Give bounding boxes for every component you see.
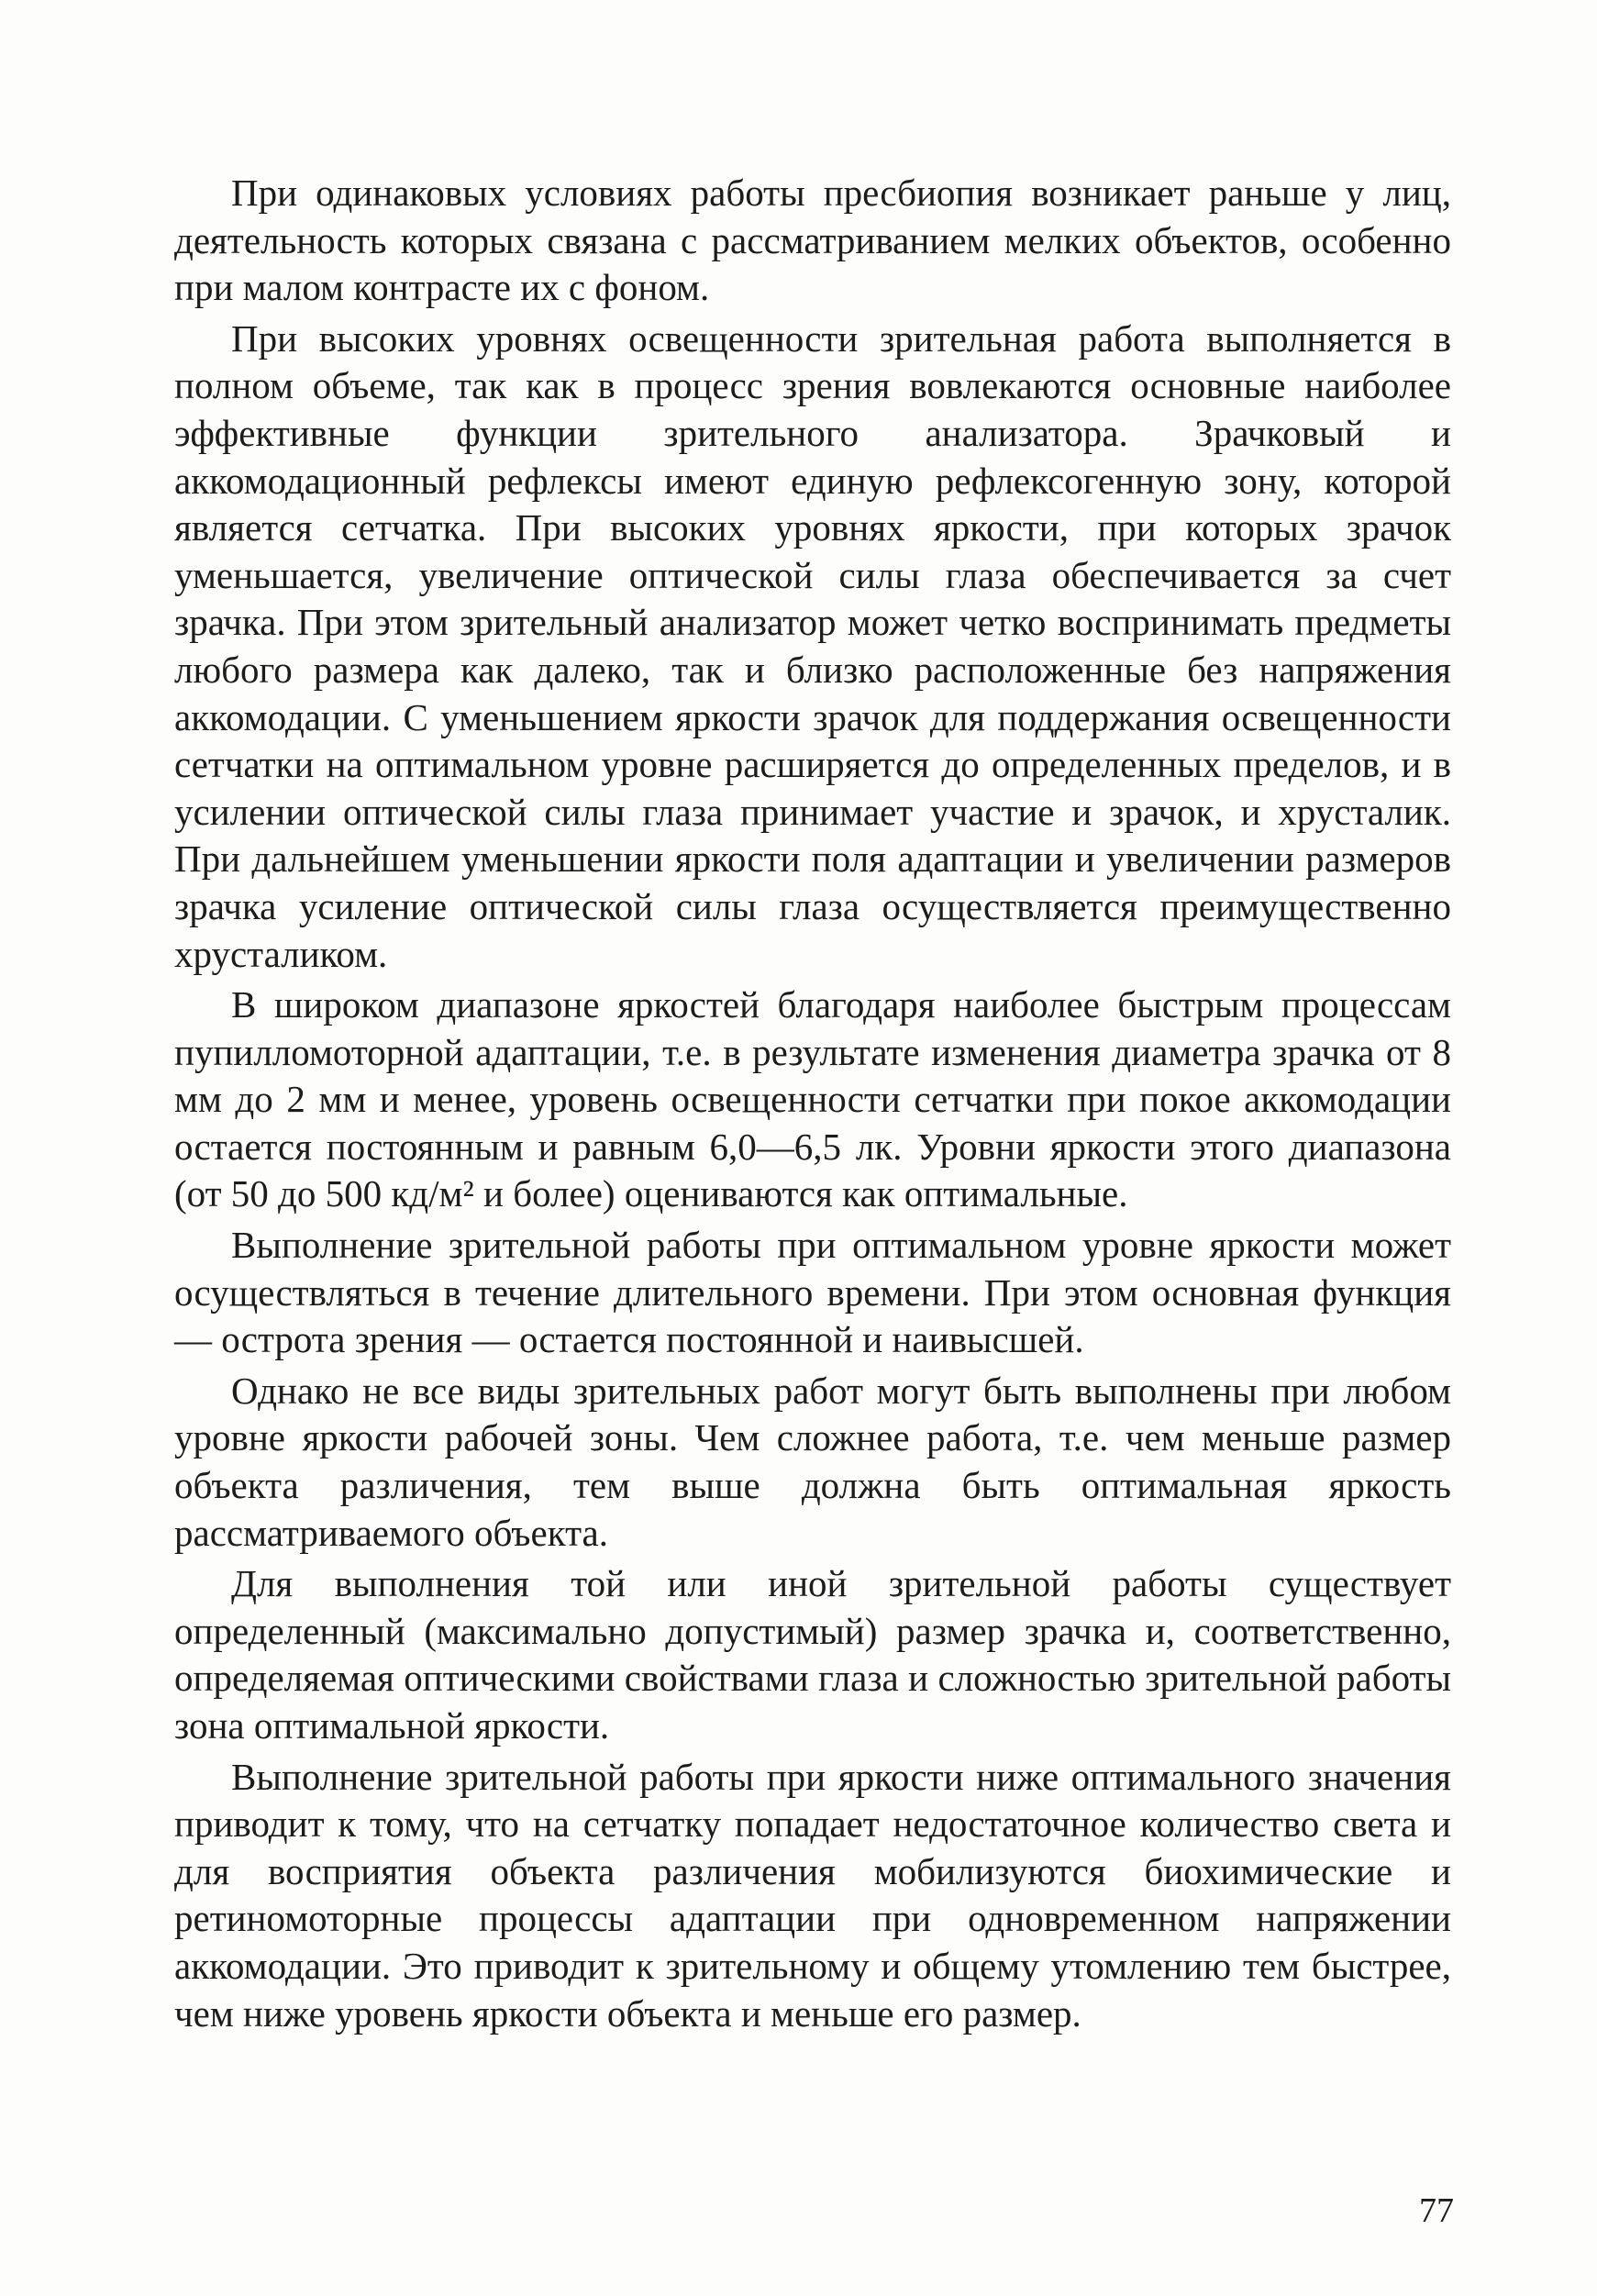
body-text	[174, 170, 1451, 2037]
paragraph-wide-brightness-range: В широком диапазоне яркостей благодаря наиболее быстрым процессам пупилломоторной адаптации, т.е. в результате изменения диаметра зрачка от 8 мм до 2 мм и менее, уровень освещенности сетчатки при покое аккомодации остается постоянным и равным 6,0—6,5 лк. Уровни яркости этого диапазона (от 50 до 500 кд/м² и более) оцениваются как оптимальные.	[174, 983, 1451, 1215]
paragraph-presbyopia: При одинаковых условиях работы пресбиопия возникает раньше у лиц, деятельность которых связана с рассматриванием мелких объектов, особенно при малом контрасте их с фоном.	[174, 172, 1451, 309]
paragraph-high-illumination: При высоких уровнях освещенности зрительная работа выполняется в полном объеме, так как в процесс зрения вовлекаются основные наиболее эффективные функции зрительного анализатора. Зрачковый и аккомодационный рефлексы имеют единую рефлексогенную зону, которой является сетчатка. При высоких уровнях яркости, при которых зрачок уменьшается, увеличение оптической силы глаза обеспечивается за счет зрачка. При этом зрительный анализатор может четко воспринимать предметы любого размера как далеко, так и близко расположенные без напряжения аккомодации. С уменьшением яркости зрачок для поддержания освещенности сетчатки на оптимальном уровне расширяется до определенных пределов, и в усилении оптической силы глаза принимает участие и зрачок, и хрусталик. При дальнейшем уменьшении яркости поля адаптации и увеличении размеров зрачка усиление оптической силы глаза осуществляется преимущественно хрусталиком.	[174, 316, 1451, 975]
paragraph-below-optimal: Выполнение зрительной работы при яркости ниже оптимального значения приводит к тому, что на сетчатку попадает недостаточное количество света и для восприятия объекта различения мобилизуются биохимические и ретиномоторные процессы адаптации при одновременном напряжении аккомодации. Это приводит к зрительному и общему утомлению тем быстрее, чем ниже уровень яркости объекта и меньше его размер.	[174, 1755, 1451, 2035]
paragraph-optimal-level-work: Выполнение зрительной работы при оптимальном уровне яркости может осуществляться в течение длительного времени. При этом основная функция — острота зрения — остается постоянной и наивысшей.	[174, 1224, 1451, 1361]
page-number: 77	[1419, 2191, 1454, 2230]
paragraph-work-complexity: Однако не все виды зрительных работ могут быть выполнены при любом уровне яркости рабочей зоны. Чем сложнее работа, т.е. чем меньше размер объекта различения, тем выше должна быть оптимальная яркость рассматриваемого объекта.	[174, 1369, 1451, 1554]
paragraph-pupil-size: Для выполнения той или иной зрительной работы существует определенный (максимально допустимый) размер зрачка и, соответственно, определяемая оптическими свойствами глаза и сложностью зрительной работы зона оптимальной яркости.	[174, 1562, 1451, 1747]
